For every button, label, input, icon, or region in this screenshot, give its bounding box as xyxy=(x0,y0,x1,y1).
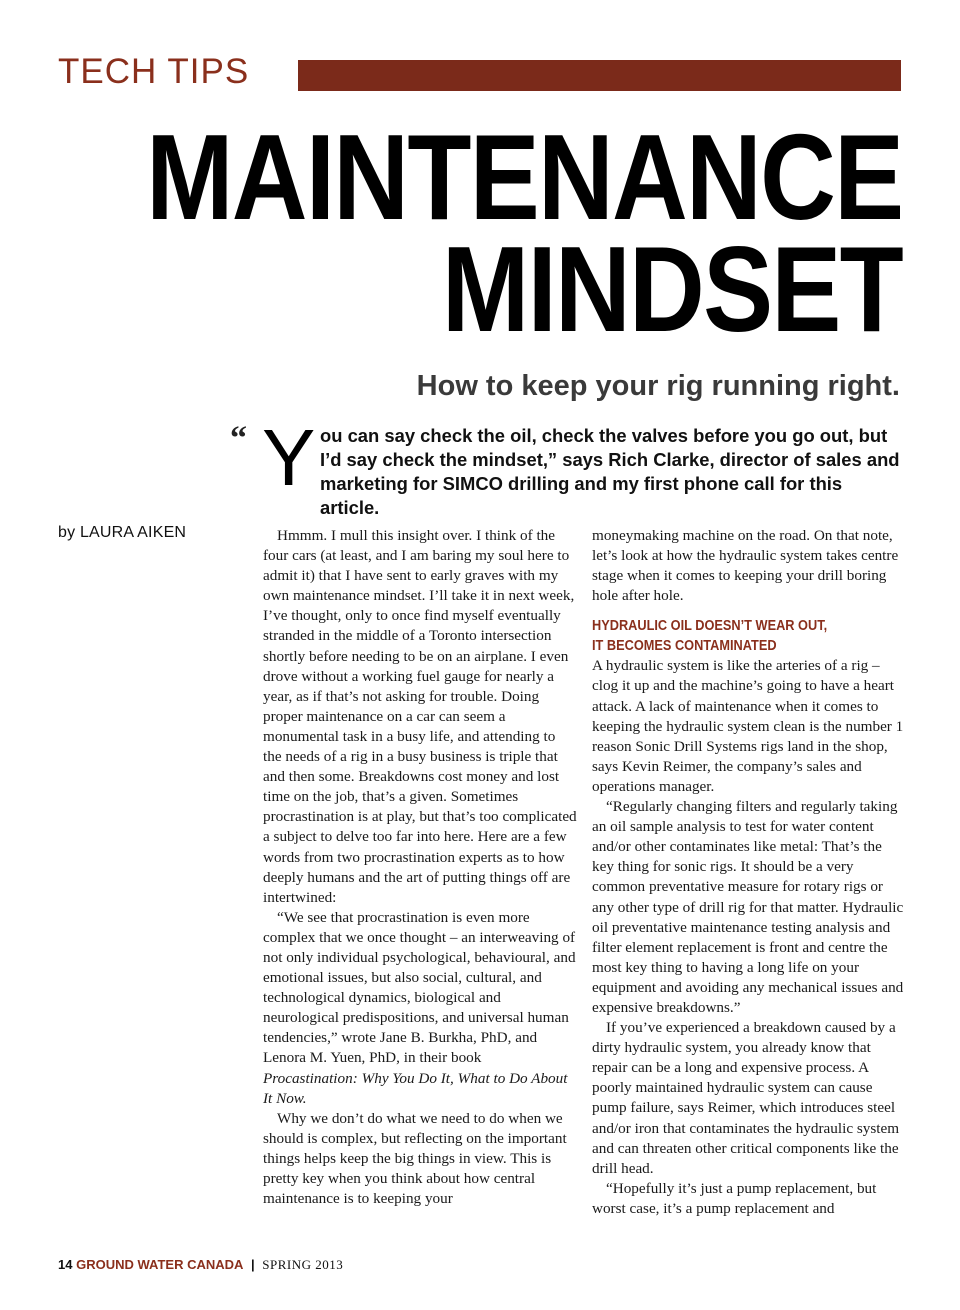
article-subtitle: How to keep your rig running right. xyxy=(416,370,900,402)
section-label: TECH TIPS xyxy=(58,52,250,91)
headline-line-2: MINDSET xyxy=(441,221,902,357)
magazine-name: GROUND WATER CANADA xyxy=(76,1257,244,1272)
paragraph: Hmmm. I mull this insight over. I think of the four cars (at least, and I am baring my soul here to admit it) that I have sent to early graves with my own maintenance mindset. I’ll take it in next week, I’ve thought, only to once find myself eventually stranded in the middle of a Toronto intersection shortly before needing to be on an airplane. I even drove without a working fuel gauge for nearly a year, as if that’s not asking for trouble. Doing proper maintenance on a car can seem a monumental task in a busy life, and attending to the needs of a rig in a busy business is triple that and then some. Breakdowns cost money and lost time on the job, that’s a given. Sometimes procrastination is at play, but that’s too complicated a subject to delve too far into here. Here are a few words from two procrastination experts as to how deeply humans and the art of putting things off are intertwined: xyxy=(263,527,577,906)
pull-quote: ou can say check the oil, check the valves before you go out, but I’d say check the mindset,” says Rich Clarke, director of sales and marketing for SIMCO drilling and my first phone call for this article. xyxy=(320,425,900,518)
paragraph: moneymaking machine on the road. On that note, let’s look at how the hydraulic system takes centre stage when it comes to keeping your drill boring hole after hole. xyxy=(592,527,899,605)
paragraph xyxy=(263,908,577,1109)
byline: by LAURA AIKEN xyxy=(58,524,187,541)
open-quote-icon: “ xyxy=(230,420,247,457)
drop-cap: Y xyxy=(262,413,316,502)
body-column-2 xyxy=(592,526,904,1219)
page-footer xyxy=(58,1257,343,1273)
body-column-1 xyxy=(263,526,577,1209)
section-heading-line-1: HYDRAULIC OIL DOESN’T WEAR OUT, xyxy=(592,618,828,635)
footer-separator: | xyxy=(251,1257,255,1272)
paragraph: Why we don’t do what we need to do when we should is complex, but reflecting on the important things helps keep the big things in view. This is pretty key when you think about how central maintenance is to keeping your xyxy=(263,1109,567,1208)
section-heading-line-2: IT BECOMES CONTAMINATED xyxy=(592,638,777,655)
book-title: Procastination: Why You Do It, What to Do About It Now. xyxy=(263,1069,568,1107)
quote-text: “We see that procrastination is even more complex that we once thought – an interweaving of not only individual psychological, behavioural, and emotional issues, but also social, cultural, and technological dynamics, biological and neurological predispositions, and universal human tendencies,” wrote Jane B. Burkha, PhD, and Lenora M. Yuen, PhD, in their book xyxy=(263,908,576,1067)
paragraph: If you’ve experienced a breakdown caused by a dirty hydraulic system, you already know that repair can be a long and expensive process. A poorly maintained hydraulic system can cause pump failure, says Reimer, which introduces steel and/or iron that contaminates the hydraulic system and can threaten other critical components like the drill head. xyxy=(592,1019,900,1177)
section-rule-bar xyxy=(298,60,901,91)
issue-date: SPRING 2013 xyxy=(262,1257,344,1272)
paragraph: “Regularly changing filters and regularly taking an oil sample analysis to test for water content and/or other contaminates like metal: That’s the key thing for sonic rigs. It should be a very common preventative measure for rotary rigs or any other type of drill rig for that matter. Hydraulic oil preventative maintenance testing analysis and filter element replacement is front and centre the most key thing to having a long life on your equipment and avoiding any mechanical issues and expensive breakdowns.” xyxy=(592,798,904,1016)
page-number: 14 xyxy=(58,1257,73,1272)
headline-line-1: MAINTENANCE xyxy=(145,109,902,245)
paragraph: “Hopefully it’s just a pump replacement, but worst case, it’s a pump replacement and xyxy=(592,1179,877,1217)
paragraph: A hydraulic system is like the arteries of a rig – clog it up and the machine’s going to have a heart attack. A lack of maintenance when it comes to keeping the hydraulic system clean is the number 1 reason Sonic Drill Systems rigs land in the shop, says Kevin Reimer, the company’s sales and operations manager. xyxy=(592,657,904,795)
